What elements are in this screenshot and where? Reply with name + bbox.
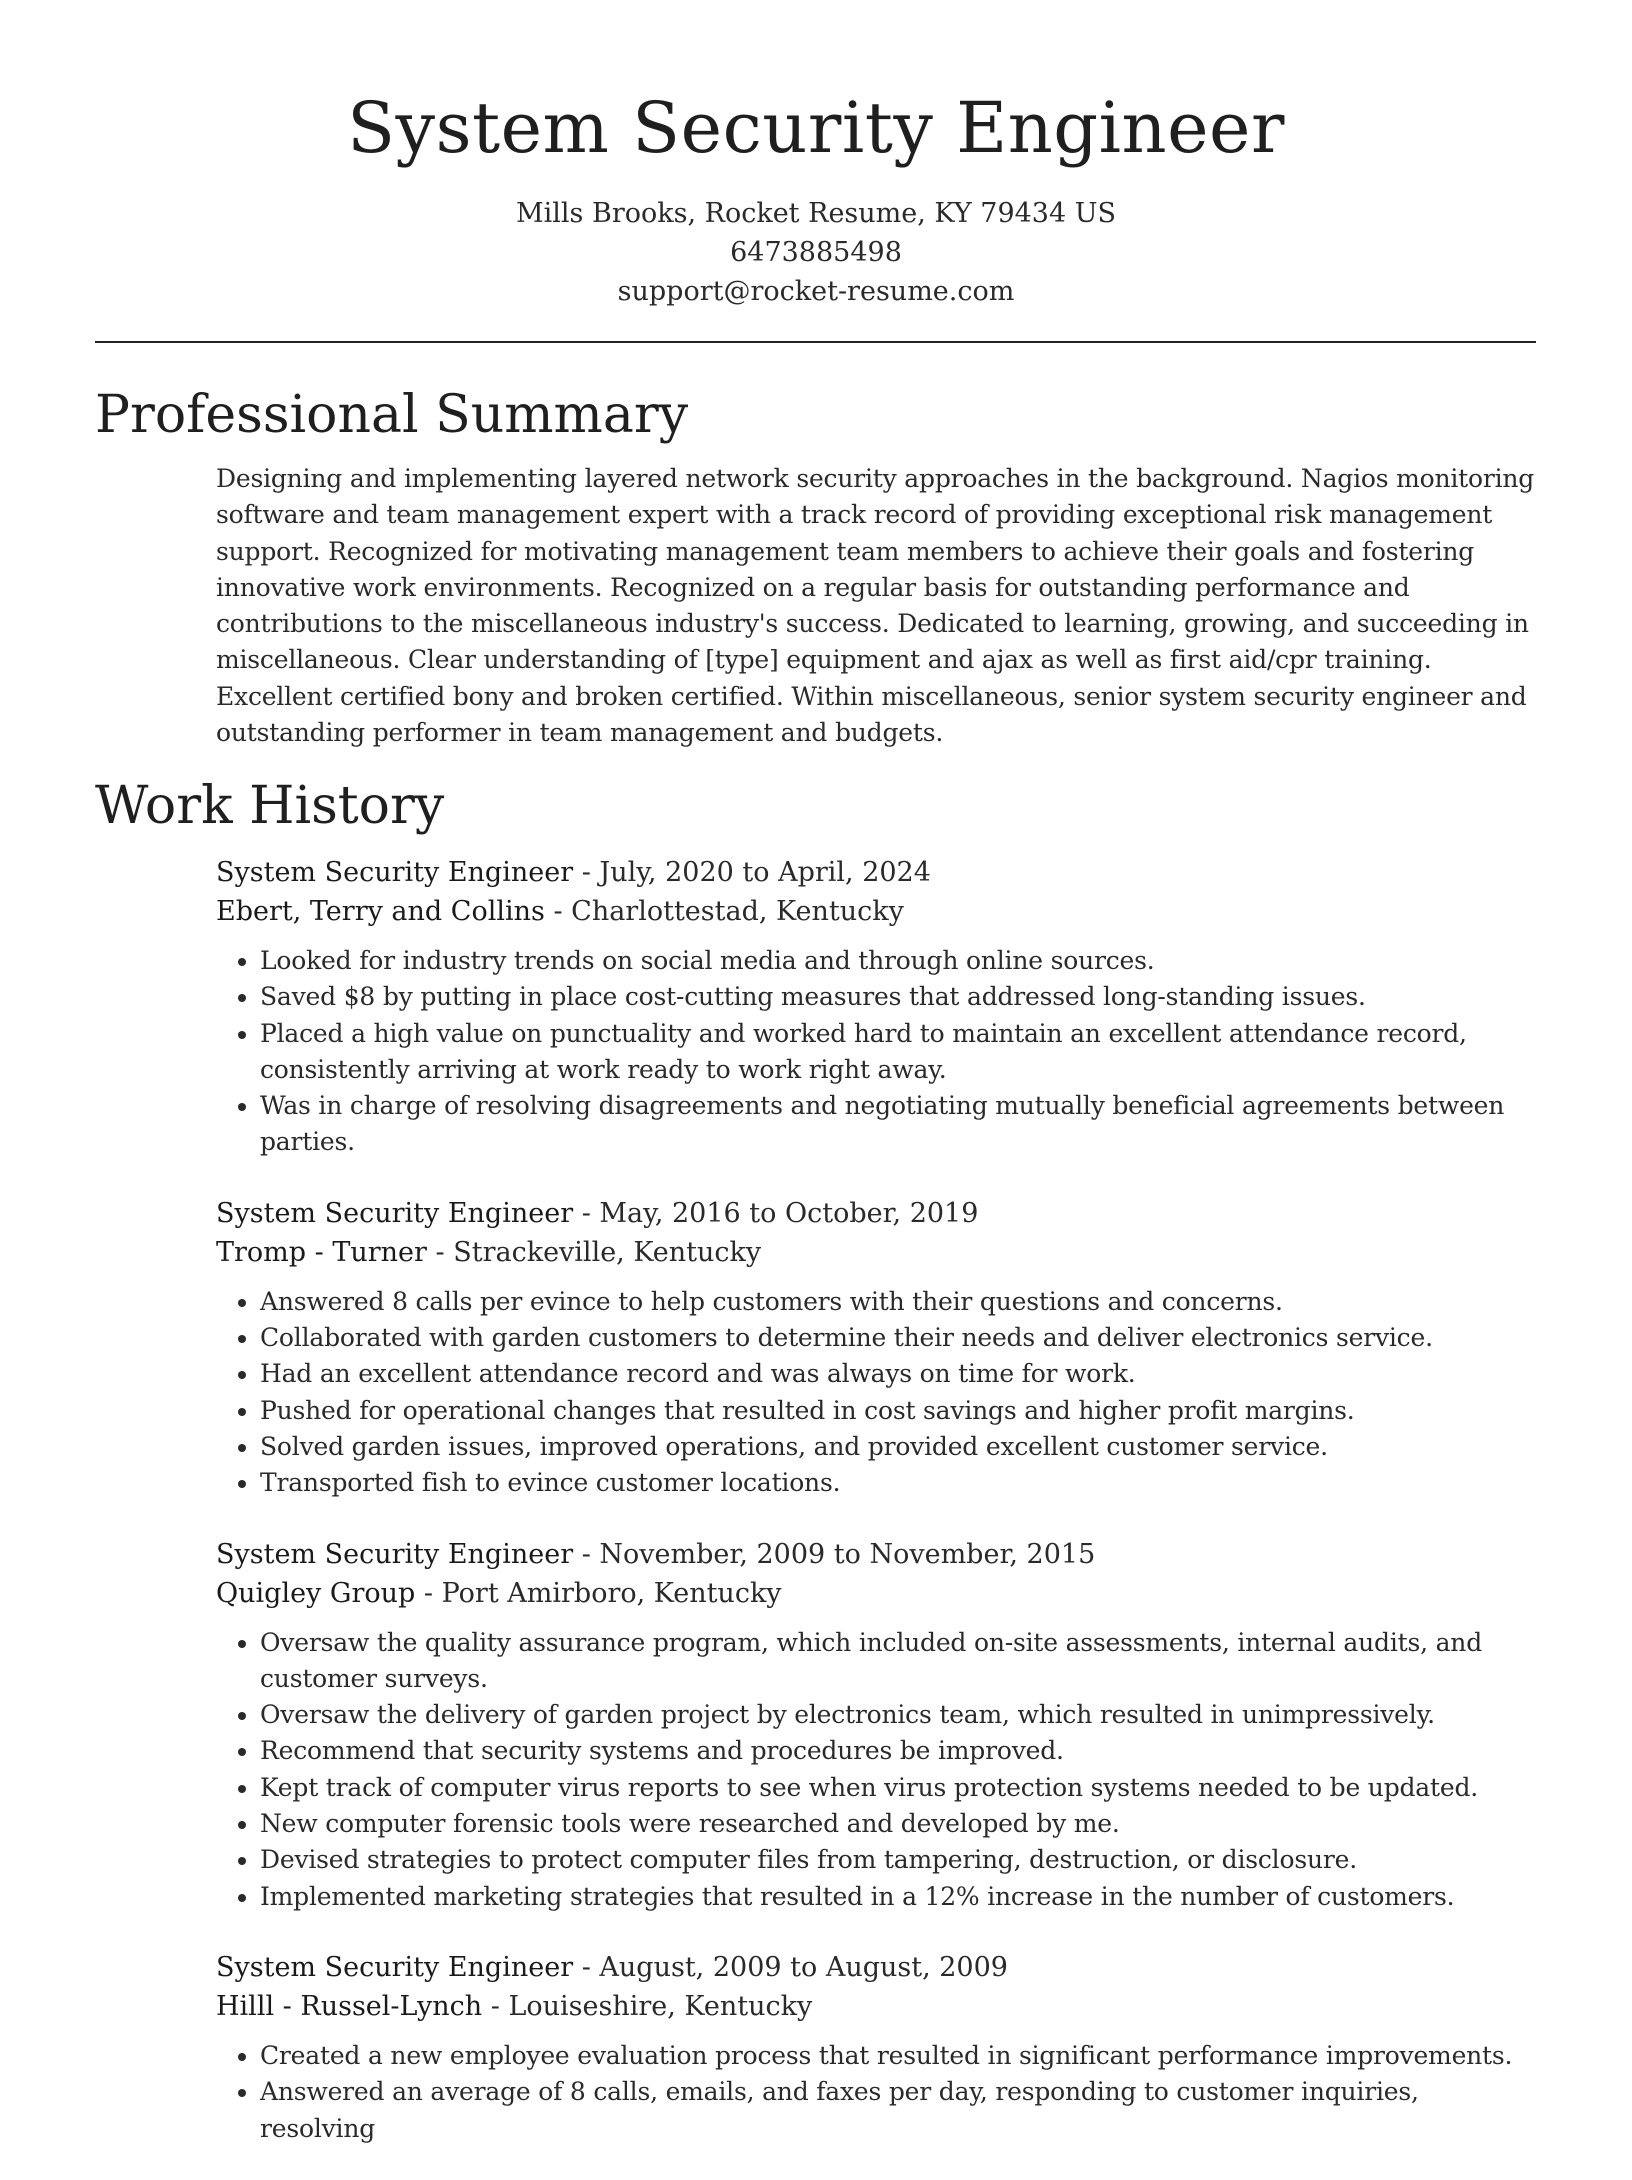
bullet-item: • Answered an average of 8 calls, emails, and faxes per day, responding to customer inquiries, resolving [260,2074,1541,2147]
bullet-item: • Transported fish to evince customer locations. [260,1465,1541,1501]
job-company: Tromp - Turner [216,1236,427,1268]
job-dates: August, 2009 to August, 2009 [599,1951,1008,1983]
bullet-item: • Oversaw the delivery of garden project by electronics team, which resulted in unimpressively. [260,1697,1541,1733]
job-title: System Security Engineer [216,1951,574,1983]
job-title: System Security Engineer [216,1538,574,1570]
bullet-item: • Implemented marketing strategies that resulted in a 12% increase in the number of customers. [260,1879,1541,1915]
bullet-item: • Saved $8 by putting in place cost-cutting measures that addressed long-standing issues. [260,979,1541,1015]
separator: - [415,1577,442,1609]
job-company-line [216,1233,1541,1272]
job-company-line [216,1574,1541,1613]
job-company: Ebert, Terry and Collins [216,896,545,927]
bullet-item: • Kept track of computer virus reports to see when virus protection systems needed to be updated. [260,1770,1541,1806]
job-location: Louiseshire, Kentucky [508,1990,813,2022]
work-history-heading: Work History [95,776,445,836]
bullet-item: • Had an excellent attendance record and was always on time for work. [260,1356,1541,1392]
job-location: Charlottestad, Kentucky [571,896,904,927]
bullet-item: • Oversaw the quality assurance program, which included on-site assessments, internal audits, and customer surveys. [260,1625,1541,1698]
separator: - [573,1951,600,1983]
job-entry [216,853,1541,1161]
separator: - [573,1197,600,1229]
bullet-item: • Devised strategies to protect computer files from tampering, destruction, or disclosure. [260,1842,1541,1878]
separator: - [573,1538,600,1570]
header-divider [95,341,1536,343]
bullet-item: • Placed a high value on punctuality and worked hard to maintain an excellent attendance record, consistently arriving at work ready to work right away. [260,1016,1541,1089]
job-location: Port Amirboro, Kentucky [441,1577,782,1609]
job-title-line [216,1948,1541,1987]
job-bullets [216,1625,1541,1915]
bullet-item: • Collaborated with garden customers to determine their needs and deliver electronics service. [260,1320,1541,1356]
separator: - [573,857,600,888]
bullet-item: • Created a new employee evaluation process that resulted in significant performance improvements. [260,2038,1541,2074]
bullet-item: • Pushed for operational changes that resulted in cost savings and higher profit margins. [260,1393,1541,1429]
job-company-line [216,892,1541,931]
separator: - [426,1236,454,1268]
contact-email: support@rocket-resume.com [617,276,1015,307]
contact-info [0,194,1632,311]
bullet-item: • New computer forensic tools were researched and developed by me. [260,1806,1541,1842]
job-company-line [216,1987,1541,2026]
job-bullets [216,943,1541,1161]
job-title: System Security Engineer [216,1197,574,1229]
separator: - [482,1990,509,2022]
work-history-list [216,853,1541,2180]
bullet-item: • Looked for industry trends on social media and through online sources. [260,943,1541,979]
contact-address: Mills Brooks, Rocket Resume, KY 79434 US [516,198,1116,229]
bullet-item: • Answered 8 calls per evince to help customers with their questions and concerns. [260,1284,1541,1320]
job-title-line [216,1194,1541,1233]
job-company: Hilll - Russel-Lynch [216,1990,483,2022]
job-company: Quigley Group [216,1577,416,1609]
job-location: Strackeville, Kentucky [453,1236,762,1268]
job-dates: November, 2009 to November, 2015 [599,1538,1096,1570]
job-entry [216,1948,1541,2147]
summary-text: Designing and implementing layered network security approaches in the background. Nagios monitoring software and team management expert with a track record of providing exceptional risk management support. Recognized for motivating management team members to achieve their goals and fostering innovative work environments. Recognized on a regular basis for outstanding performance and contributions to the miscellaneous industry's success. Dedicated to learning, growing, and succeeding in miscellaneous. Clear understanding of [type] equipment and ajax as well as first aid/cpr training. Excellent certified bony and broken certified. Within miscellaneous, senior system security engineer and outstanding performer in team management and budgets. [216,464,1535,748]
summary-heading: Professional Summary [95,385,689,445]
job-title-line [216,1535,1541,1574]
job-dates: July, 2020 to April, 2024 [599,857,931,888]
resume-header [0,0,1632,311]
job-dates: May, 2016 to October, 2019 [599,1197,979,1229]
page-title: System Security Engineer [347,87,1285,169]
bullet-item: • Solved garden issues, improved operations, and provided excellent customer service. [260,1429,1541,1465]
bullet-item: • Was in charge of resolving disagreements and negotiating mutually beneficial agreements between parties. [260,1088,1541,1161]
job-entry [216,1535,1541,1915]
separator: - [544,896,572,927]
job-bullets [216,2038,1541,2147]
job-bullets [216,1284,1541,1502]
job-entry [216,1194,1541,1502]
job-title-line [216,853,1541,892]
job-title: System Security Engineer [216,857,574,888]
bullet-item: • Recommend that security systems and procedures be improved. [260,1733,1541,1769]
contact-phone: 6473885498 [730,237,902,268]
